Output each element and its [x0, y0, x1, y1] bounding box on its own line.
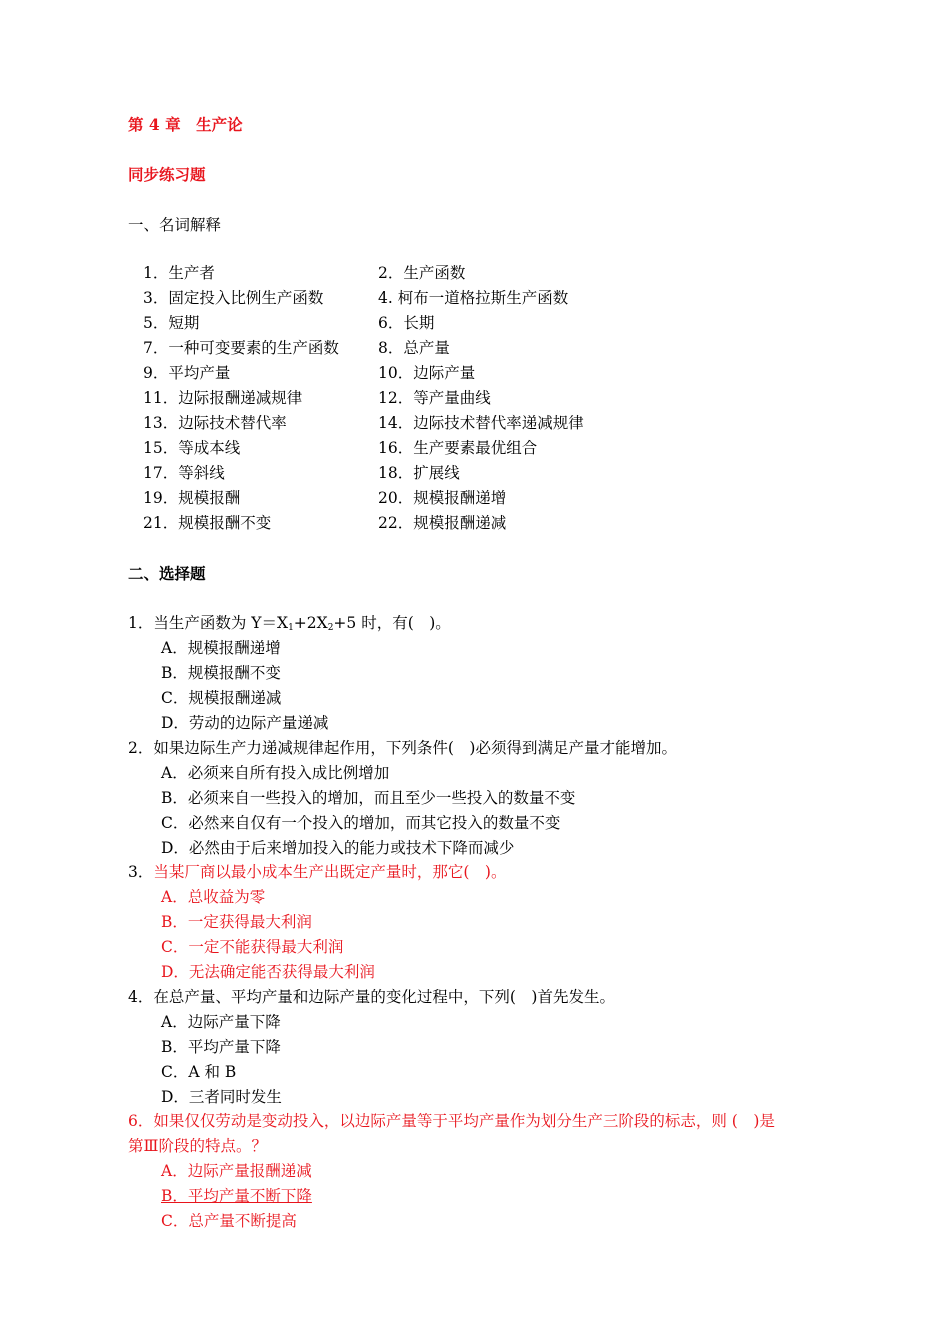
option-d: D．无法确定能否获得最大利润 [161, 963, 375, 981]
option-a: A．必须来自所有投入成比例增加 [161, 764, 390, 782]
option-c: C．A 和 B [161, 1063, 237, 1081]
option-b-underlined: B．平均产量不断下降 [161, 1187, 312, 1205]
term-item: 11．边际报酬递减规律 [143, 389, 303, 407]
term-item: 17．等斜线 [143, 464, 225, 482]
term-item: 22．规模报酬递减 [378, 514, 507, 532]
term-item: 9．平均产量 [143, 364, 231, 382]
option-a: A．总收益为零 [161, 888, 266, 906]
term-item: 5．短期 [143, 314, 200, 332]
term-item: 13．边际技术替代率 [143, 414, 287, 432]
section1-title: 一、名词解释 [128, 216, 222, 234]
term-item: 8．总产量 [378, 339, 450, 357]
option-a: A．边际产量报酬递减 [161, 1162, 312, 1180]
section2-title: 二、选择题 [128, 564, 206, 583]
option-d: D．三者同时发生 [161, 1088, 282, 1106]
term-item: 21．规模报酬不变 [143, 514, 272, 532]
question-2: 2．如果边际生产力递减规律起作用，下列条件( )必须得到满足产量才能增加。 [128, 739, 677, 757]
question-6: 6．如果仅仅劳动是变动投入，以边际产量等于平均产量作为划分生产三阶段的标志，则 ( )是 [128, 1112, 775, 1130]
term-item: 18．扩展线 [378, 464, 460, 482]
term-item: 12．等产量曲线 [378, 389, 491, 407]
option-b: B．平均产量下降 [161, 1038, 281, 1056]
option-d: D．劳动的边际产量递减 [161, 714, 329, 732]
option-a: A．规模报酬递增 [161, 639, 281, 657]
term-item: 15．等成本线 [143, 439, 241, 457]
term-item: 10．边际产量 [378, 364, 476, 382]
question-6-continued: 第Ⅲ阶段的特点。？ [128, 1137, 267, 1155]
term-item: 20．规模报酬递增 [378, 489, 507, 507]
option-c: C．总产量不断提高 [161, 1212, 297, 1230]
term-item: 1．生产者 [143, 264, 215, 282]
chapter-title: 第 4 章 生产论 [128, 115, 243, 134]
term-item: 2．生产函数 [378, 264, 466, 282]
term-item: 6．长期 [378, 314, 435, 332]
option-c: C．规模报酬递减 [161, 689, 282, 707]
question-4: 4．在总产量、平均产量和边际产量的变化过程中，下列( )首先发生。 [128, 988, 615, 1006]
option-a: A．边际产量下降 [161, 1013, 281, 1031]
term-item: 14．边际技术替代率递减规律 [378, 414, 584, 432]
option-d: D．必然由于后来增加投入的能力或技术下降而减少 [161, 839, 515, 857]
option-b: B．一定获得最大利润 [161, 913, 312, 931]
term-item: 7．一种可变要素的生产函数 [143, 339, 339, 357]
term-item: 4. 柯布一道格拉斯生产函数 [378, 289, 569, 307]
exercise-title: 同步练习题 [128, 165, 206, 184]
term-item: 19．规模报酬 [143, 489, 241, 507]
term-item: 16．生产要素最优组合 [378, 439, 538, 457]
option-c: C．必然来自仅有一个投入的增加，而其它投入的数量不变 [161, 814, 561, 832]
option-c: C．一定不能获得最大利润 [161, 938, 344, 956]
question-3: 3．当某厂商以最小成本生产出既定产量时，那它( )。 [128, 863, 507, 881]
option-b: B．规模报酬不变 [161, 664, 281, 682]
question-1: 1．当生产函数为 $Y=X_1+2X_2+5$ 时，有( )。 [128, 614, 451, 633]
term-item: 3．固定投入比例生产函数 [143, 289, 324, 307]
option-b: B．必须来自一些投入的增加，而且至少一些投入的数量不变 [161, 789, 576, 807]
